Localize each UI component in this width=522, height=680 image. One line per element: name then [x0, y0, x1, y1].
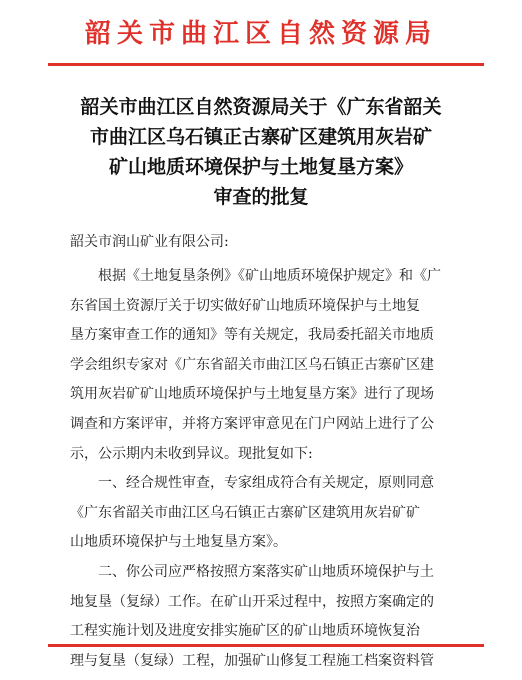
body-line: 二、你公司应严格按照方案落实矿山地质环境保护与土 [98, 563, 434, 580]
document-title [60, 92, 462, 212]
title-line: 市曲江区乌石镇正古寨矿区建筑用灰岩矿 [89, 126, 432, 148]
body-line: 地复垦（复绿）工作。在矿山开采过程中，按照方案确定的 [70, 593, 434, 610]
body-line: 工程实施计划及进度安排实施矿区的矿山地质环境恢复治 [70, 623, 420, 640]
footer-red-rule [48, 644, 484, 647]
issuing-authority-header: 韶关市曲江区自然资源局 [84, 19, 437, 49]
body-line: 理与复垦（复绿）工程，加强矿山修复工程施工档案资料管 [70, 652, 434, 669]
recipient-line: 韶关市润山矿业有限公司: [70, 234, 229, 250]
body-line: 山地质环境保护与土地复垦方案》。 [70, 534, 287, 551]
body-line: 《广东省韶关市曲江区乌石镇正古寨矿区建筑用灰岩矿矿 [70, 504, 420, 521]
body-line: 垦方案审查工作的通知》等有关规定，我局委托韶关市地质 [70, 327, 434, 344]
title-line: 矿山地质环境保护与土地复垦方案》 [108, 156, 413, 178]
body-line: 学会组织专家对《广东省韶关市曲江区乌石镇正古寨矿区建 [70, 356, 434, 373]
title-line: 韶关市曲江区自然资源局关于《广东省韶关 [80, 96, 442, 118]
body-line: 示，公示期内未收到异议。现批复如下: [70, 445, 313, 462]
body-line: 根据《土地复垦条例》《矿山地质环境保护规定》和《广 [98, 268, 441, 284]
body-line: 调查和方案评审，并将方案评审意见在门户网站上进行了公 [70, 415, 434, 432]
body-line: 东省国土资源厅关于切实做好矿山地质环境保护与土地复 [70, 297, 420, 314]
body-line: 筑用灰岩矿矿山地质环境保护与土地复垦方案》进行了现场 [70, 386, 434, 403]
title-line: 审查的批复 [213, 186, 309, 208]
document-body [70, 262, 452, 676]
body-line: 一、经合规性审查，专家组成符合有关规定，原则同意 [98, 475, 434, 492]
header-red-rule [48, 63, 484, 66]
